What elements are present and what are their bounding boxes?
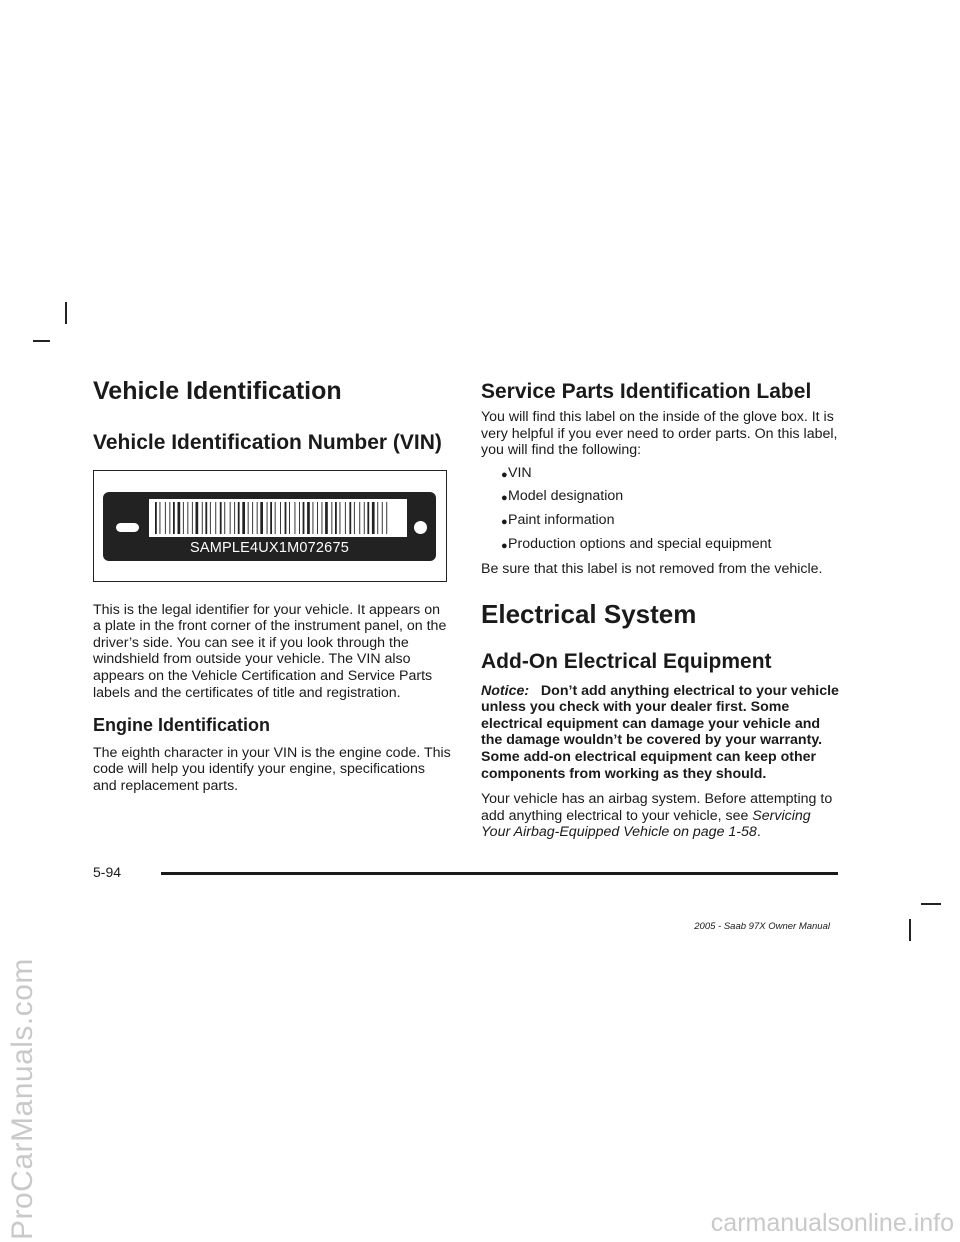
list-item: ● Model designation <box>501 488 624 505</box>
barcode-bar <box>322 502 323 534</box>
heading-add-on-electrical: Add-On Electrical Equipment <box>481 650 772 674</box>
barcode-bar <box>238 502 240 534</box>
manual-title: 2005 - Saab 97X Owner Manual <box>694 921 830 932</box>
list-item: ● VIN <box>501 464 532 481</box>
barcode-bar <box>192 502 193 534</box>
barcode-bar <box>173 502 175 534</box>
barcode-bar <box>270 502 272 534</box>
footer-rule <box>161 872 838 875</box>
vin-plate-rivet <box>414 521 427 534</box>
right-column <box>481 372 843 841</box>
barcode-bar <box>224 502 225 534</box>
barcode-bar <box>160 502 161 534</box>
notice-text: Don’t add anything electrical to your vehicle unless you check with your dealer first. Some electrical equipment can damage your vehicle and the damage wouldn’t be covered by your warranty. Some add-on electrical equipment can keep other components from working as they should. <box>481 682 839 782</box>
airbag-xref-link[interactable]: Servicing Your Airbag-Equipped Vehicle on page 1-58 <box>481 807 811 841</box>
barcode-bar <box>210 502 211 534</box>
barcode-bar <box>215 502 216 534</box>
section-title-vehicle-identification: Vehicle Identification <box>93 377 342 405</box>
barcode-bar <box>289 502 290 534</box>
barcode-bar <box>248 502 249 534</box>
vin-plate-illustration <box>93 470 447 582</box>
barcode-bar <box>317 502 318 534</box>
barcode-bar <box>183 502 184 534</box>
list-item: ● Paint information <box>501 512 615 529</box>
barcode-bar <box>325 502 328 534</box>
barcode-bar <box>313 502 314 534</box>
heading-vin: Vehicle Identification Number (VIN) <box>93 430 442 454</box>
barcode-bar <box>340 502 341 534</box>
vin-paragraph: This is the legal identifier for your vehicle. It appears on a plate in the front corner of the instrument panel, on the driver’s side. You can see it if you look through the windshield from outside your vehicle. The VIN also appears on the Vehicle Certification and Service Parts labels and the certificates of title and registration. <box>93 601 447 701</box>
notice-label: Notice: <box>481 682 530 699</box>
barcode-bar <box>285 502 287 534</box>
watermark-side: ProCarManuals.com <box>6 958 39 1240</box>
barcode-bar <box>155 502 157 534</box>
barcode-bar <box>364 502 365 534</box>
barcode-bar <box>220 502 222 534</box>
barcode-bar <box>280 502 281 534</box>
barcode-bar <box>165 502 166 534</box>
barcode-bar <box>242 502 245 534</box>
barcode-bar <box>349 502 351 534</box>
barcode-bar <box>382 502 383 534</box>
barcode-bar <box>372 502 375 534</box>
vin-plate-slot <box>116 523 139 532</box>
barcode-bar <box>377 502 378 534</box>
barcode-bar <box>252 502 253 534</box>
crop-mark-top-horizontal <box>33 340 50 342</box>
spid-list <box>481 465 843 552</box>
barcode-bar <box>230 502 231 534</box>
barcode-bar <box>267 502 268 534</box>
barcode-bar <box>295 502 296 534</box>
notice-paragraph <box>481 683 843 783</box>
barcode-bar <box>303 502 305 534</box>
barcode-bar <box>299 502 300 534</box>
barcode-bar <box>354 502 355 534</box>
crop-mark-bottom-vertical <box>909 919 911 941</box>
barcode-bar <box>275 502 276 534</box>
barcode-bar <box>234 502 235 534</box>
spid-closing: Be sure that this label is not removed from the vehicle. <box>481 561 823 578</box>
engine-paragraph: The eighth character in your VIN is the engine code. This code will help you identify your engine, specifications and replacement parts. <box>93 744 451 795</box>
vin-barcode <box>149 499 407 537</box>
barcode-bar <box>307 502 310 534</box>
barcode-bar <box>196 502 199 534</box>
crop-mark-bottom-horizontal <box>921 903 941 905</box>
barcode-bar <box>257 502 258 534</box>
airbag-paragraph: Your vehicle has an airbag system. Before attempting to add anything electrical to your vehicle, see Servicing Your Airbag-Equipped Vehicle on page 1-58. <box>481 791 833 841</box>
barcode-bar <box>331 502 332 534</box>
spid-paragraph: You will find this label on the inside of the glove box. It is very helpful if you ever need to order parts. On this label, you will find the following: <box>481 409 838 459</box>
crop-mark-top-vertical <box>65 302 67 324</box>
barcode-bar <box>169 502 170 534</box>
barcode-bar <box>335 502 337 534</box>
heading-service-parts-label: Service Parts Identification Label <box>481 380 812 403</box>
left-column <box>93 372 451 795</box>
barcode-bar <box>260 502 263 534</box>
watermark-bottom: carmanualsonline.info <box>710 1209 954 1237</box>
section-title-electrical-system: Electrical System <box>481 598 697 629</box>
barcode-bar <box>205 502 207 534</box>
barcode-bar <box>187 502 188 534</box>
barcode-bar <box>367 502 369 534</box>
vin-plate <box>103 492 436 561</box>
heading-engine-identification: Engine Identification <box>93 715 271 736</box>
barcode-bar <box>386 502 387 534</box>
vin-plate-number: SAMPLE4UX1M072675 <box>190 539 349 556</box>
list-item: ● Production options and special equipment <box>501 535 772 552</box>
barcode-bar <box>345 502 346 534</box>
barcode-bar <box>202 502 203 534</box>
page-number: 5-94 <box>93 864 122 880</box>
barcode-bar <box>178 502 181 534</box>
barcode-bar <box>359 502 360 534</box>
